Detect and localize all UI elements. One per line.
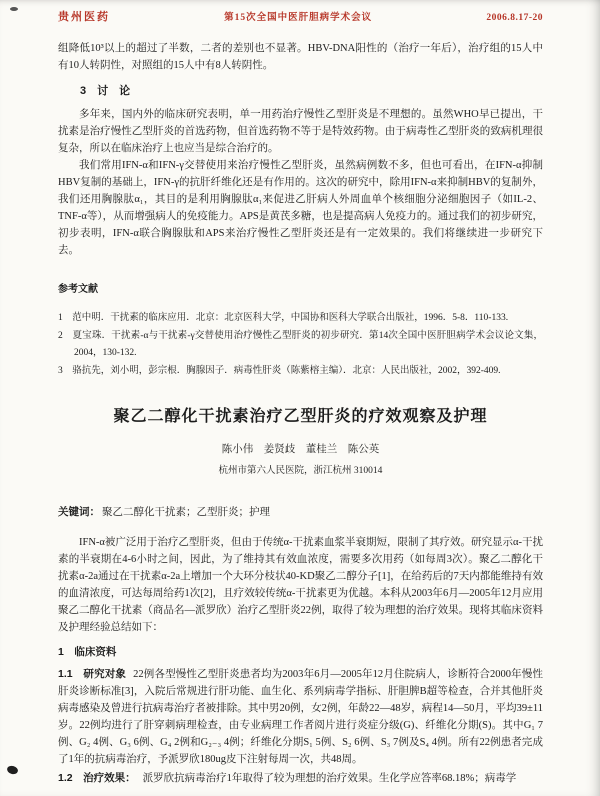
research-subjects-paragraph: [58, 666, 543, 768]
discussion-paragraph-2: 我们常用IFN-α和IFN-γ交替使用来治疗慢性乙型肝炎，虽然病例数不多，但也可看出，在IFN-α抑制HBV复制的基础上，IFN-γ的抗肝纤维化还是有作用的。这次的研究中，除用IFN-α来抑制HBV的复制外，我们还用胸腺肽α₁，其目的是利用胸腺肽α₁来促进乙肝病人外周血单个核细胞分泌细胞因子（如IL-2、TNF-α等），从而增强病人的免疫能力。APS是黄芪多糖，也是提高病人免疫力的。通过我们的初步研究，初步表明，IFN-α联合胸腺肽和APS来治疗慢性乙型肝炎还是有一定效果的。我们将继续进一步研究下去。: [58, 160, 543, 256]
treatment-results-paragraph: [58, 770, 543, 787]
scan-artifact: [10, 7, 18, 11]
keywords-text: 聚乙二醇化干扰素；乙型肝炎；护理: [102, 507, 270, 518]
research-subjects-label: 1.1 研究对象: [58, 668, 127, 680]
discussion-heading: 3 讨 论: [80, 85, 131, 97]
keywords-label: 关键词：: [58, 506, 100, 518]
journal-name: 贵州医药: [58, 11, 110, 23]
research-subjects-text: 22例各型慢性乙型肝炎患者均为2003年6月—2005年12月住院病人，诊断符合2000年慢性肝炎诊断标准[3]，入院后常规进行肝功能、血生化、系列病毒学指标、肝胆脾B超等检查，合并其他肝炎病毒感染及曾进行抗病毒治疗者被排除。其中男20例，女2例，年龄22—48岁，病程14—50月，平均39±11岁。22例均进行了肝穿刺病理检查，由专业病理工作者阅片进行炎症分级(G)、纤维化分期(S)。其中G₁ 7例、G₂ 4例、G₃ 6例、G₄ 2例和G₂₋₃ 4例；纤维化分期S₁ 5例、S₂ 6例、S₃ 7例及S₄ 4例。所有22例患者完成了1年的抗病毒治疗，予派罗欣180ug皮下注射每周一次，共48周。: [58, 669, 543, 765]
issue-date: 2006.8.17-20: [486, 13, 543, 23]
keywords-line: [58, 504, 543, 521]
reference-item: 3 骆抗先，刘小明，彭宗根．胸腺因子．病毒性肝炎（陈紫榕主编）．北京：人民出版社，2002，392-409.: [58, 365, 501, 376]
page-header: [58, 8, 543, 24]
reference-item: 2 夏宝珠．干扰素-α与干扰素-γ交替使用治疗慢性乙型肝炎的初步研究．第14次全国中医肝胆病学术会议论文集，2004，130-132.: [58, 330, 543, 358]
treatment-results-text: 派罗欣抗病毒治疗1年取得了较为理想的治疗效果。生化学应答率68.18%；病毒学: [142, 773, 517, 784]
article-affiliation: 杭州市第六人民医院，浙江杭州 310014: [218, 466, 383, 476]
reference-item: 1 范中明．干扰素的临床应用．北京：北京医科大学，中国协和医科大学联合出版社，1996．5-8．110-133.: [58, 313, 509, 323]
page-body: [58, 40, 543, 787]
discussion-paragraph-1: 多年来，国内外的临床研究表明，单一用药治疗慢性乙型肝炎是不理想的。虽然WHO早已提出，干扰素是治疗慢性乙型肝炎的首选药物，但首选药物不等于是特效药物。由于病毒性乙型肝炎的致病机理很复杂，所以在临床治疗上也应当是综合治疗的。: [58, 109, 543, 154]
reference-list: [58, 310, 543, 380]
article-authors: 陈小伟 姜贤歧 董桂兰 陈公英: [221, 444, 380, 455]
treatment-results-label: 1.2 治疗效果：: [58, 772, 136, 784]
continuation-paragraph: 组降低10³以上的超过了半数，二者的差别也不显著。HBV-DNA阳性的（治疗一年后），治疗组的15人中有10人转阴性，对照组的15人中有8人转阴性。: [58, 43, 543, 71]
conference-title: 第15次全国中医肝胆病学术会议: [224, 13, 373, 23]
intro-paragraph: IFN-α被广泛用于治疗乙型肝炎，但由于传统α-干扰素血浆半衰期短，限制了其疗效。研究显示α-干扰素的半衰期在4-6小时之间，因此，为了维持其有效血浓度，需要多次用药（如每周3次）。聚乙二醇化干扰素α-2a通过在干扰素α-2a上增加一个大环分枝状40-KD聚乙二醇分子[1]，在给药后的7天内都能维持有效的血清浓度，可达每周给药1次[2]，且疗效较传统α-干扰素更为优越。本科从2003年6月—2005年12月应用聚乙二醇化干扰素（商品名—派罗欣）治疗乙型肝炎22例，取得了较为理想的治疗效果。现将其临床资料及护理经验总结如下：: [58, 537, 543, 633]
references-heading: 参考文献: [58, 284, 98, 295]
article-title: 聚乙二醇化干扰素治疗乙型肝炎的疗效观察及护理: [113, 408, 488, 425]
clinical-data-heading: 1 临床资料: [58, 646, 117, 658]
